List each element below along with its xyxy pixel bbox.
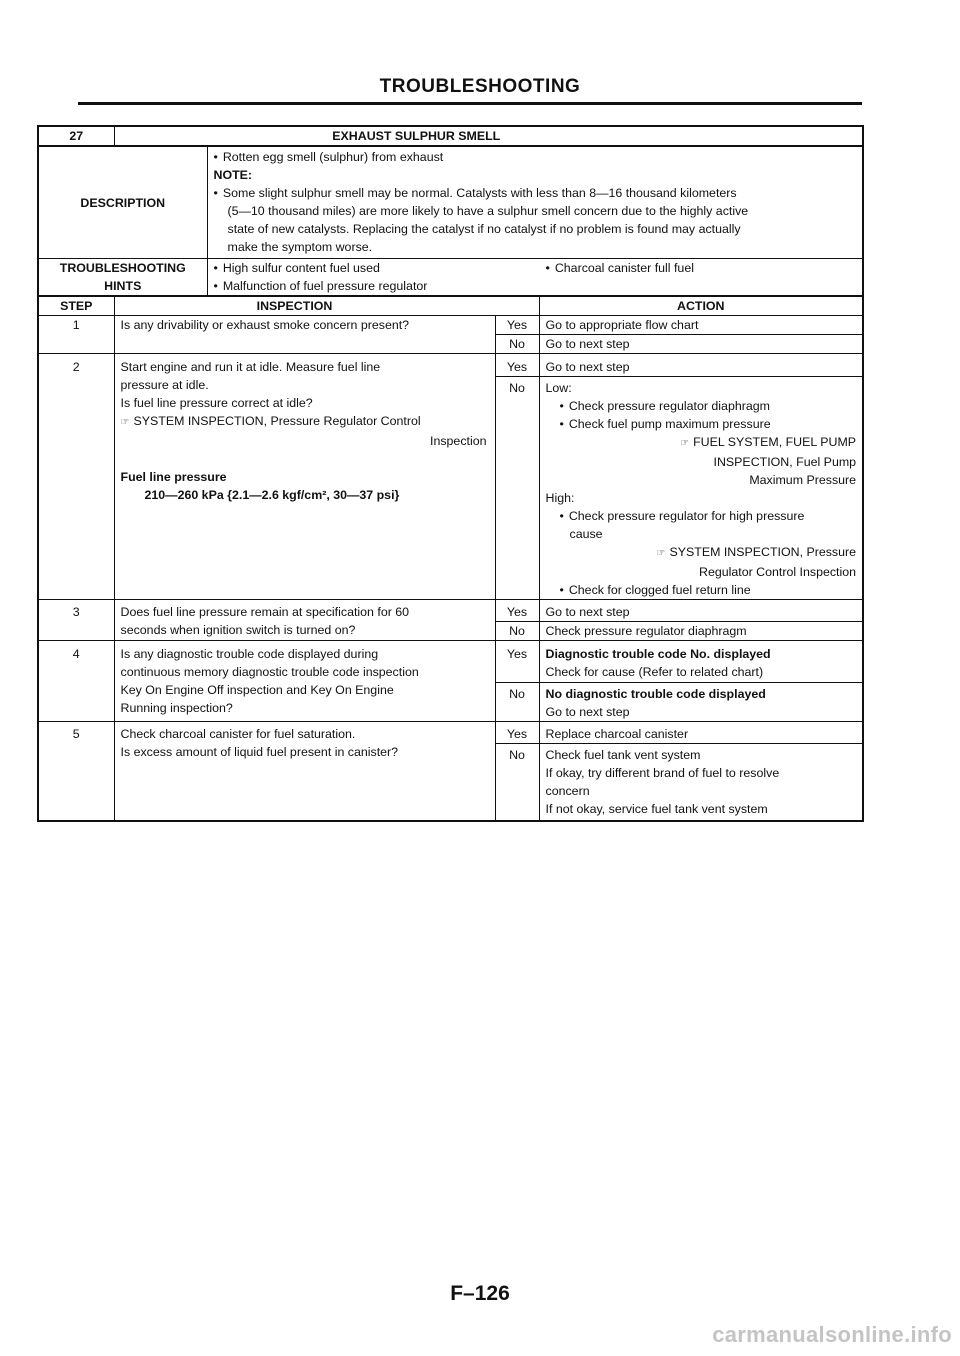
no-action: Go to next step (539, 335, 863, 354)
reference-text: SYSTEM INSPECTION, Pressure Regulator Control (133, 414, 421, 428)
hints-label: TROUBLESHOOTING (59, 261, 186, 275)
reference-icon: ☞ (120, 417, 130, 428)
yes-action: Diagnostic trouble code No. displayed (545, 647, 771, 661)
step-number: 4 (38, 641, 114, 722)
hints-row (38, 259, 863, 297)
action-item: • Check fuel pump maximum pressure (546, 415, 857, 433)
yes-label: Yes (495, 722, 539, 744)
step-inspection-line: Does fuel line pressure remain at specification for 60 (120, 605, 410, 619)
section-title: EXHAUST SULPHUR SMELL (114, 126, 863, 146)
troubleshooting-table (37, 125, 864, 822)
no-action: Go to next step (545, 704, 630, 719)
table-row (38, 316, 863, 335)
action-item: • Check pressure regulator for high pressure (546, 507, 857, 525)
step-inspection-line: Is fuel line pressure correct at idle? (120, 396, 313, 410)
yes-action: Go to appropriate flow chart (539, 316, 863, 335)
column-header-row (38, 296, 863, 316)
section-number: 27 (69, 129, 84, 143)
description-row (38, 146, 863, 259)
high-label: High: (545, 491, 575, 505)
hints-label: HINTS (104, 279, 142, 293)
no-action: Check fuel tank vent system (545, 748, 701, 762)
reference-text: Regulator Control Inspection (699, 565, 857, 579)
step-number: 2 (38, 354, 114, 600)
step-inspection-line: Is any diagnostic trouble code displayed during (120, 647, 379, 661)
no-action: Check pressure regulator diaphragm (539, 622, 863, 641)
page-number: F–126 (450, 1282, 510, 1305)
reference-text: SYSTEM INSPECTION, Pressure (669, 545, 857, 559)
note-line: (5—10 thousand miles) are more likely to have a sulphur smell concern due to the highly active (227, 204, 749, 218)
yes-action: Check for cause (Refer to related chart) (545, 665, 764, 679)
table-row (38, 600, 863, 622)
reference-text: Maximum Pressure (749, 473, 857, 487)
reference-icon: ☞ (680, 438, 690, 449)
column-step: STEP (38, 296, 114, 316)
reference-text: FUEL SYSTEM, FUEL PUMP (693, 435, 857, 449)
spec-label: Fuel line pressure (120, 470, 227, 484)
yes-action: Go to next step (539, 354, 863, 377)
step-inspection-line: Check charcoal canister for fuel saturation. (120, 727, 356, 741)
yes-label: Yes (495, 641, 539, 683)
step-inspection-line: Running inspection? (120, 701, 233, 715)
no-action: No diagnostic trouble code displayed (545, 686, 766, 701)
step-inspection-line: continuous memory diagnostic trouble code inspection (120, 665, 419, 679)
table-row (38, 354, 863, 377)
table-row (38, 641, 863, 683)
description-label: DESCRIPTION (38, 146, 207, 259)
page-title: TROUBLESHOOTING (379, 76, 581, 97)
description-item: • Rotten egg smell (sulphur) from exhaust (214, 148, 857, 166)
step-inspection-line: Is excess amount of liquid fuel present in canister? (120, 745, 399, 759)
no-action: If okay, try different brand of fuel to resolve (545, 766, 780, 780)
yes-label: Yes (495, 600, 539, 622)
step-inspection-line: pressure at idle. (120, 378, 209, 392)
column-action: ACTION (539, 296, 863, 316)
reference-text: Inspection (430, 434, 487, 448)
reference-icon: ☞ (656, 548, 666, 559)
step-number: 5 (38, 722, 114, 822)
note-label: NOTE: (213, 168, 253, 182)
step-inspection-line: Key On Engine Off inspection and Key On Engine (120, 683, 394, 697)
no-label: No (495, 335, 539, 354)
table-row (38, 722, 863, 744)
step-inspection-line: seconds when ignition switch is turned on? (120, 623, 356, 637)
column-inspection: INSPECTION (114, 296, 539, 316)
reference-text: INSPECTION, Fuel Pump (713, 455, 857, 469)
action-item: cause (569, 527, 603, 541)
step-inspection-line: Start engine and run it at idle. Measure fuel line (120, 360, 381, 374)
hint-item: • High sulfur content fuel used (214, 259, 546, 277)
yes-label: Yes (495, 316, 539, 335)
action-item: • Check pressure regulator diaphragm (546, 397, 857, 415)
no-label: No (495, 377, 539, 600)
spec-value: 210—260 kPa {2.1—2.6 kgf/cm², 30—37 psi} (144, 488, 400, 502)
hint-item: • Malfunction of fuel pressure regulator (214, 277, 857, 295)
no-label: No (495, 682, 539, 722)
step-number: 1 (38, 316, 114, 354)
no-action: If not okay, service fuel tank vent system (545, 802, 768, 816)
no-action: concern (545, 784, 590, 798)
step-inspection: Is any drivability or exhaust smoke concern present? (114, 316, 495, 354)
title-rule (78, 102, 862, 105)
section-header-row (38, 126, 863, 146)
note-line: state of new catalysts. Replacing the catalyst if no catalyst if no problem is found may actually (227, 222, 741, 236)
hint-item: • Charcoal canister full fuel (546, 259, 694, 277)
action-item: • Check for clogged fuel return line (546, 581, 857, 599)
step-number: 3 (38, 600, 114, 641)
no-label: No (495, 622, 539, 641)
no-label: No (495, 744, 539, 822)
yes-action: Replace charcoal canister (539, 722, 863, 744)
low-label: Low: (545, 381, 572, 395)
yes-action: Go to next step (539, 600, 863, 622)
watermark[interactable]: carmanualsonline.info (712, 1322, 952, 1347)
yes-label: Yes (495, 354, 539, 377)
note-line: • Some slight sulphur smell may be normal. Catalysts with less than 8—16 thousand kilometers (214, 184, 857, 202)
note-line: make the symptom worse. (227, 240, 373, 254)
